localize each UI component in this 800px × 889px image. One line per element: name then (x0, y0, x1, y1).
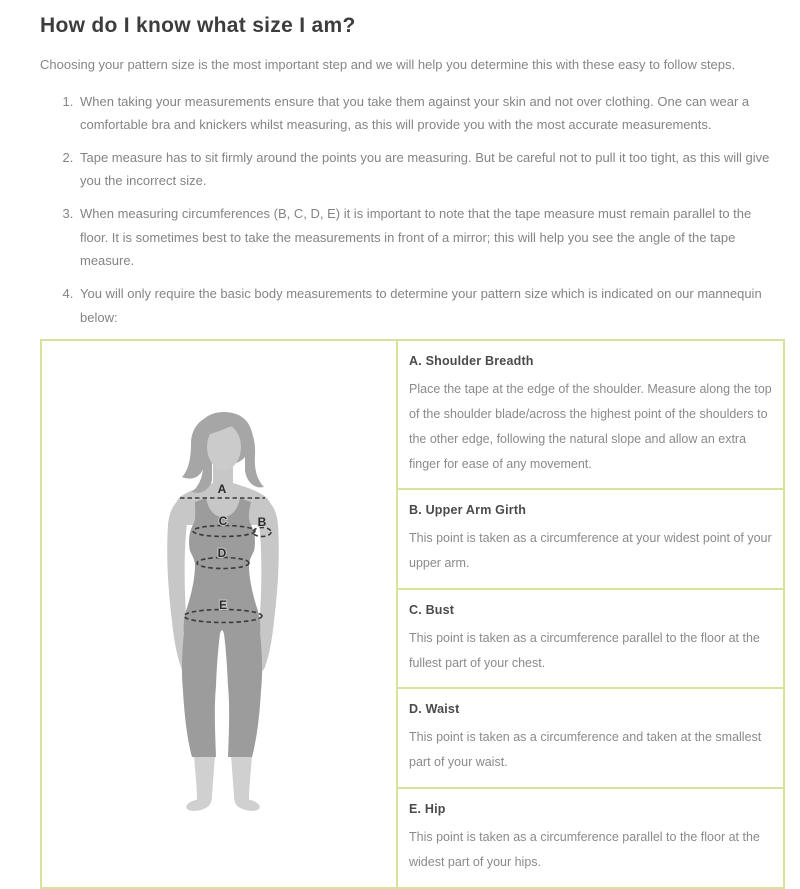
mannequin-label-e: E (218, 598, 228, 613)
page-title: How do I know what size I am? (40, 14, 356, 37)
steps-list (40, 90, 770, 330)
bust-cell (397, 589, 784, 688)
step-item-4: 4. You will only require the basic body measurements to determine your pattern size which is indicated on our mannequin below: (77, 282, 770, 329)
bust-description: This point is taken as a circumference parallel to the floor at the fullest part of your chest. (409, 631, 760, 671)
upper-arm-girth-cell (397, 489, 784, 589)
waist-description: This point is taken as a circumference and taken at the smallest part of your waist. (409, 730, 762, 769)
mannequin-label-c: C (218, 514, 228, 529)
mannequin-cell (41, 340, 397, 888)
table-row-shoulder (41, 340, 784, 489)
mannequin-label-a: A (217, 482, 227, 497)
intro-paragraph: Choosing your pattern size is the most important step and we will help you determine this with these easy to follow steps. (40, 57, 736, 72)
step-item-3: 3. When measuring circumferences (B, C, D, E) it is important to note that the tape measure must remain parallel to the floor. It is sometimes best to take the measurements in front of a mirror; this will help you see the angle of the tape measure. (77, 202, 770, 273)
shoulder-breadth-cell (397, 340, 784, 489)
measurement-table (40, 339, 785, 889)
waist-cell (397, 688, 784, 788)
shoulder-breadth-description: Place the tape at the edge of the shoulder. Measure along the top of the shoulder blade/across the highest point of the shoulders to the other edge, following the natural slope and allow an extra finger for ease of any movement. (409, 382, 772, 471)
bust-heading: C. Bust (409, 603, 455, 618)
hip-description: This point is taken as a circumference parallel to the floor at the widest part of your hips. (409, 830, 760, 869)
mannequin-label-b: B (257, 515, 267, 530)
waist-heading: D. Waist (409, 702, 460, 716)
step-item-2: 2. Tape measure has to sit firmly around the points you are measuring. But be careful not to pull it too tight, as this will give you the incorrect size. (77, 146, 770, 193)
hip-cell (397, 788, 784, 888)
upper-arm-girth-heading: B. Upper Arm Girth (409, 503, 527, 518)
mannequin-figure (42, 341, 396, 887)
upper-arm-girth-description: This point is taken as a circumference at your widest point of your upper arm. (409, 531, 772, 570)
mannequin-label-d: D (217, 546, 227, 561)
hip-heading: E. Hip (409, 802, 446, 817)
shoulder-breadth-heading: A. Shoulder Breadth (409, 354, 534, 369)
step-item-1: 1. When taking your measurements ensure that you take them against your skin and not over clothing. One can wear a comfortable bra and knickers whilst measuring, as this will provide you with the most accurate measurements. (77, 90, 770, 137)
